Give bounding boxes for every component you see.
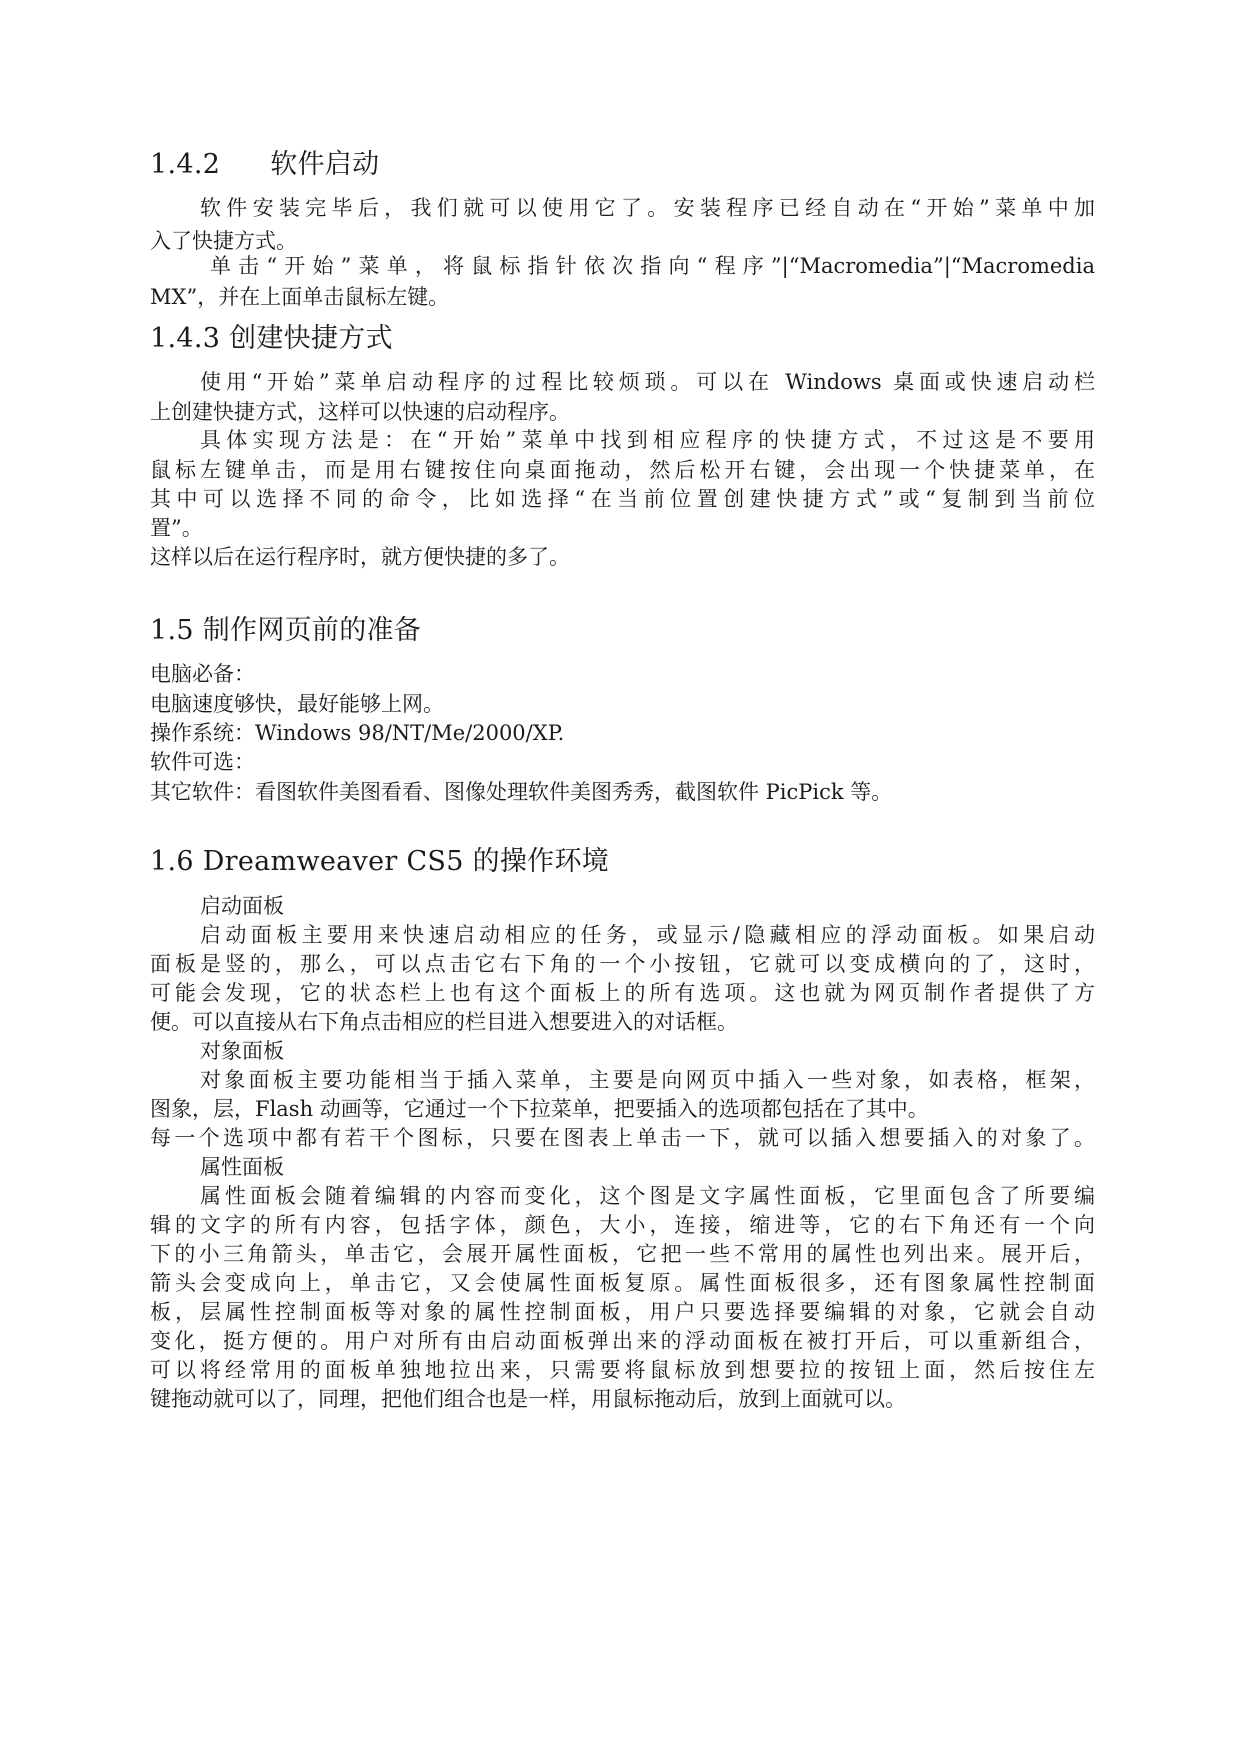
- paragraph-line: 电脑速度够快，最好能够上网。: [150, 692, 444, 716]
- paragraph-line: 图象，层，Flash 动画等，它通过一个下拉菜单，把要插入的选项都包括在了其中。: [150, 1097, 929, 1121]
- paragraph-line: 鼠标左键单击，而是用右键按住向桌面拖动，然后松开右键，会出现一个快捷菜单，在: [150, 458, 1095, 482]
- paragraph-line: MX”，并在上面单击鼠标左键。: [150, 285, 450, 309]
- paragraph-line: 可以将经常用的面板单独地拉出来，只需要将鼠标放到想要拉的按钮上面，然后按住左: [150, 1358, 1095, 1382]
- paragraph-line: 其它软件：看图软件美图看看、图像处理软件美图秀秀，截图软件 PicPick 等。: [150, 780, 893, 804]
- subheading-properties-panel: 属性面板: [200, 1155, 284, 1179]
- paragraph-line: 使用“开始”菜单启动程序的过程比较烦琐。可以在 Windows 桌面或快速启动栏: [200, 370, 1095, 394]
- paragraph-line: 操作系统：Windows 98/NT/Me/2000/XP.: [150, 721, 565, 745]
- paragraph-line: 键拖动就可以了，同理，把他们组合也是一样，用鼠标拖动后，放到上面就可以。: [150, 1387, 906, 1411]
- paragraph-line: 具体实现方法是：在“开始”菜单中找到相应程序的快捷方式，不过这是不要用: [200, 428, 1095, 452]
- paragraph-line: 单击“开始”菜单，将鼠标指针依次指向“程序”|“Macromedia”|“Macromedia: [210, 254, 1095, 278]
- paragraph-line: 辑的文字的所有内容，包括字体，颜色，大小，连接，缩进等，它的右下角还有一个向: [150, 1213, 1095, 1237]
- section-heading-1-6: 1.6 Dreamweaver CS5 的操作环境: [150, 846, 610, 877]
- paragraph-line: 软件可选：: [150, 750, 255, 774]
- section-title: 软件启动: [270, 149, 380, 180]
- paragraph-line: 上创建快捷方式，这样可以快速的启动程序。: [150, 400, 570, 424]
- paragraph-line: 可能会发现，它的状态栏上也有这个面板上的所有选项。这也就为网页制作者提供了方: [150, 981, 1095, 1005]
- paragraph-line: 便。可以直接从右下角点击相应的栏目进入想要进入的对话框。: [150, 1010, 738, 1034]
- paragraph-line: 启动面板主要用来快速启动相应的任务，或显示/隐藏相应的浮动面板。如果启动: [200, 923, 1095, 947]
- paragraph-line: 入了快捷方式。: [150, 229, 297, 253]
- paragraph-line: 这样以后在运行程序时，就方便快捷的多了。: [150, 545, 570, 569]
- paragraph-line: 面板是竖的，那么，可以点击它右下角的一个小按钮，它就可以变成横向的了，这时，: [150, 952, 1095, 976]
- paragraph-line: 属性面板会随着编辑的内容而变化，这个图是文字属性面板，它里面包含了所要编: [200, 1184, 1095, 1208]
- paragraph-line: 软件安装完毕后，我们就可以使用它了。安装程序已经自动在“开始”菜单中加: [200, 196, 1095, 220]
- section-number: 1.4.2: [150, 149, 221, 180]
- paragraph-line: 其中可以选择不同的命令，比如选择“在当前位置创建快捷方式”或“复制到当前位: [150, 487, 1095, 511]
- section-heading-1-4-3: 1.4.3 创建快捷方式: [150, 323, 393, 354]
- section-heading-1-4-2: [150, 148, 379, 182]
- paragraph-line: 下的小三角箭头，单击它，会展开属性面板，它把一些不常用的属性也列出来。展开后，: [150, 1242, 1095, 1266]
- section-heading-1-5: 1.5 制作网页前的准备: [150, 615, 422, 646]
- subheading-object-panel: 对象面板: [200, 1039, 284, 1063]
- paragraph-line: 对象面板主要功能相当于插入菜单，主要是向网页中插入一些对象，如表格，框架，: [200, 1068, 1095, 1092]
- paragraph-line: 置”。: [150, 516, 203, 540]
- paragraph-line: 电脑必备：: [150, 662, 255, 686]
- subheading-startup-panel: 启动面板: [200, 894, 284, 918]
- paragraph-line: 板，层属性控制面板等对象的属性控制面板，用户只要选择要编辑的对象，它就会自动: [150, 1300, 1095, 1324]
- paragraph-line: 每一个选项中都有若干个图标，只要在图表上单击一下，就可以插入想要插入的对象了。: [150, 1126, 1095, 1150]
- paragraph-line: 变化，挺方便的。用户对所有由启动面板弹出来的浮动面板在被打开后，可以重新组合，: [150, 1329, 1095, 1353]
- paragraph-line: 箭头会变成向上，单击它，又会使属性面板复原。属性面板很多，还有图象属性控制面: [150, 1271, 1095, 1295]
